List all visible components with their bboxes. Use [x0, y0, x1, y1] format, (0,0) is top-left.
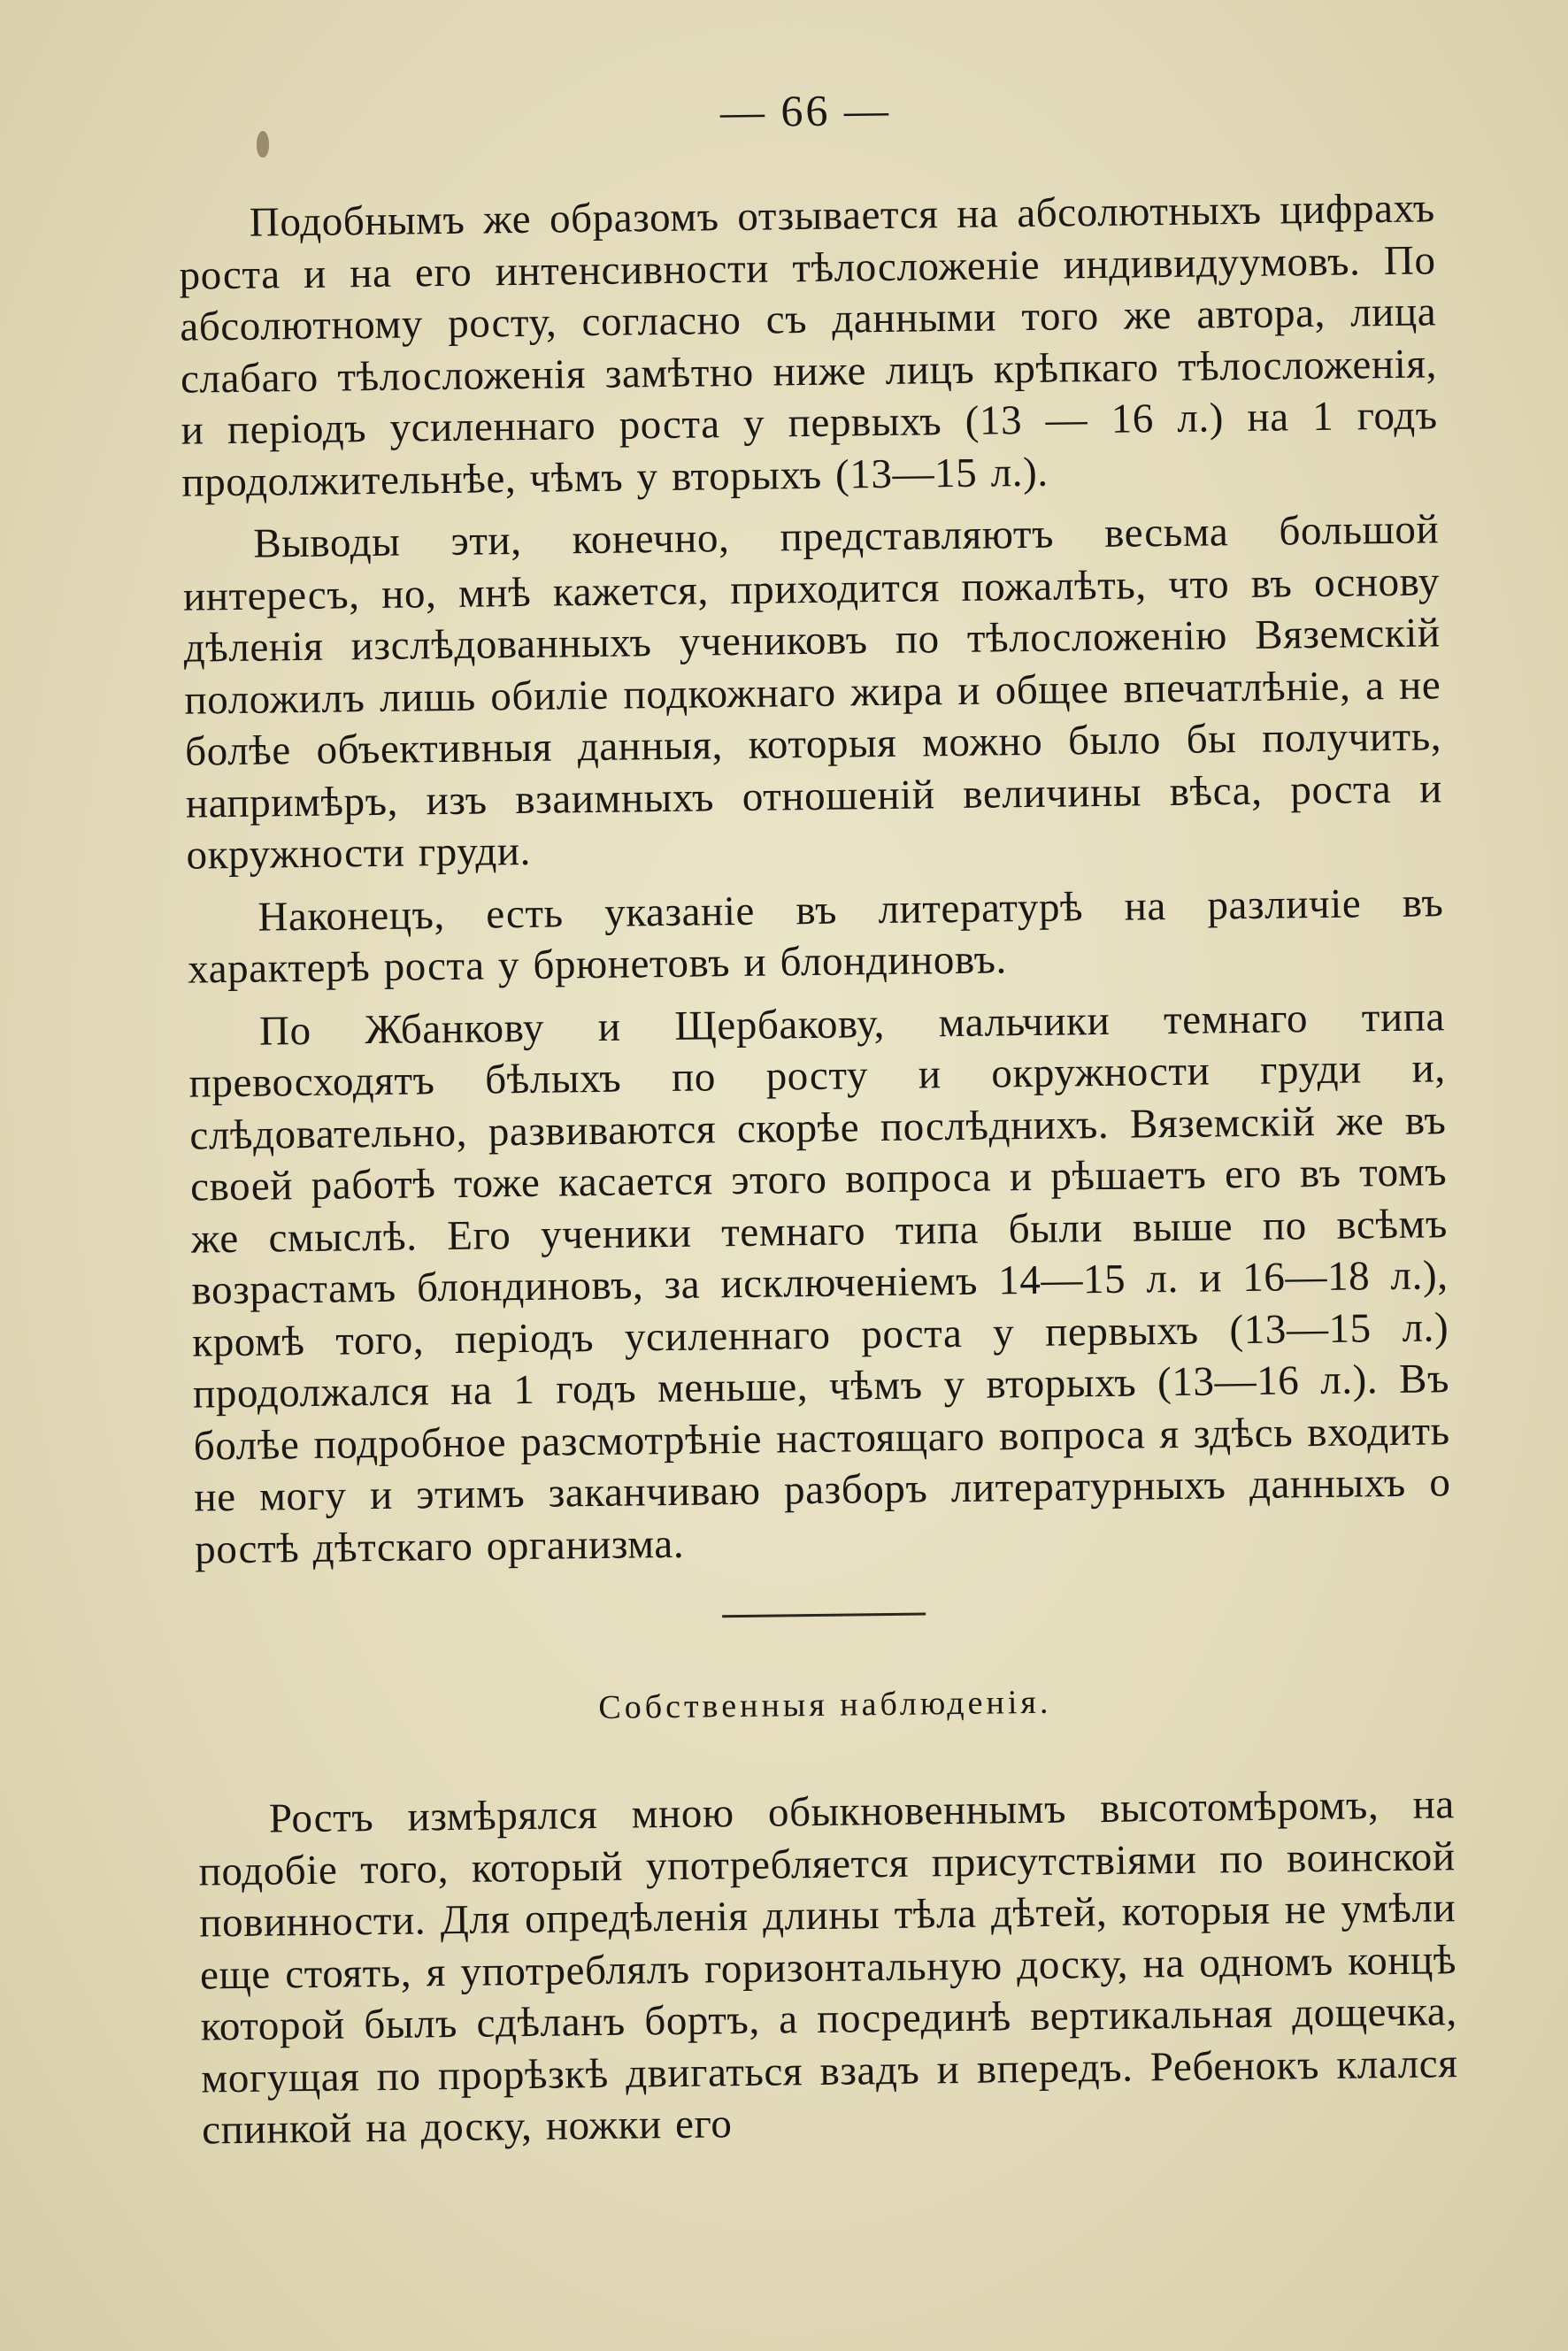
page-number: — 66 — [719, 84, 892, 137]
paragraph-measurement: Ростъ измѣрялся мною обыкновеннымъ высотомѣромъ, на подобіе того, который употребляется присутствіями по воинской повинности. Для опредѣленія длины тѣла дѣтей, которыя не умѣли еще стоять, я употреблялъ горизонтальную доску, на одномъ концѣ которой былъ сдѣланъ бортъ, а посрединѣ вертикальная дощечка, могущая по прорѣзкѣ двигаться взадъ и впередъ. Ребенокъ клался спинкой на доску, ножки его [198, 1781, 1458, 2154]
section-divider [722, 1612, 926, 1617]
section-heading: Собственныя наблюденія. [598, 1683, 1052, 1726]
paragraph-conclusions: Выводы эти, конечно, представляютъ весьма большой интересъ, но, мнѣ кажется, приходится пожалѣть, что въ основу дѣленія изслѣдованныхъ учениковъ по тѣлосложенію Вяземскій положилъ лишь обиліе подкожнаго жира и общее впечатлѣніе, а не болѣе объективныя данныя, которыя можно было бы получить, напримѣръ, изъ взаимныхъ отношеній величины вѣса, роста и окружности груди. [182, 506, 1443, 879]
paragraph-zhbankov: По Жбанкову и Щербакову, мальчики темнаго типа превосходятъ бѣлыхъ по росту и окружности груди и, слѣдовательно, развиваются скорѣе послѣднихъ. Вяземскій же въ своей работѣ тоже касается этого вопроса и рѣшаетъ его въ томъ же смыслѣ. Его ученики темнаго типа были выше по всѣмъ возрастамъ блондиновъ, за исключеніемъ 14—15 л. и 16—18 л.), кромѣ того, періодъ усиленнаго роста у первыхъ (13—15 л.) продолжался на 1 годъ меньше, чѣмъ у вторыхъ (13—16 л.). Въ болѣе подробное разсмотрѣніе настоящаго вопроса я здѣсь входить не могу и этимъ заканчиваю разборъ литературныхъ данныхъ о ростѣ дѣтскаго организма. [188, 993, 1451, 1573]
paragraph-hair-color: Наконецъ, есть указаніе въ литературѣ на различіе въ характерѣ роста у брюнетовъ и блондиновъ. [187, 879, 1444, 993]
book-page [177, 76, 1459, 2167]
paragraph-physique: Подобнымъ же образомъ отзывается на абсолютныхъ цифрахъ роста и на его интенсивности тѣлосложеніе индивидуумовъ. По абсолютному росту, согласно съ данными того же автора, лица слабаго тѣлосложенія замѣтно ниже лицъ крѣпкаго тѣлосложенія, и періодъ усиленнаго роста у первыхъ (13 — 16 л.) на 1 годъ продолжительнѣе, чѣмъ у вторыхъ (13—15 л.). [179, 185, 1438, 506]
